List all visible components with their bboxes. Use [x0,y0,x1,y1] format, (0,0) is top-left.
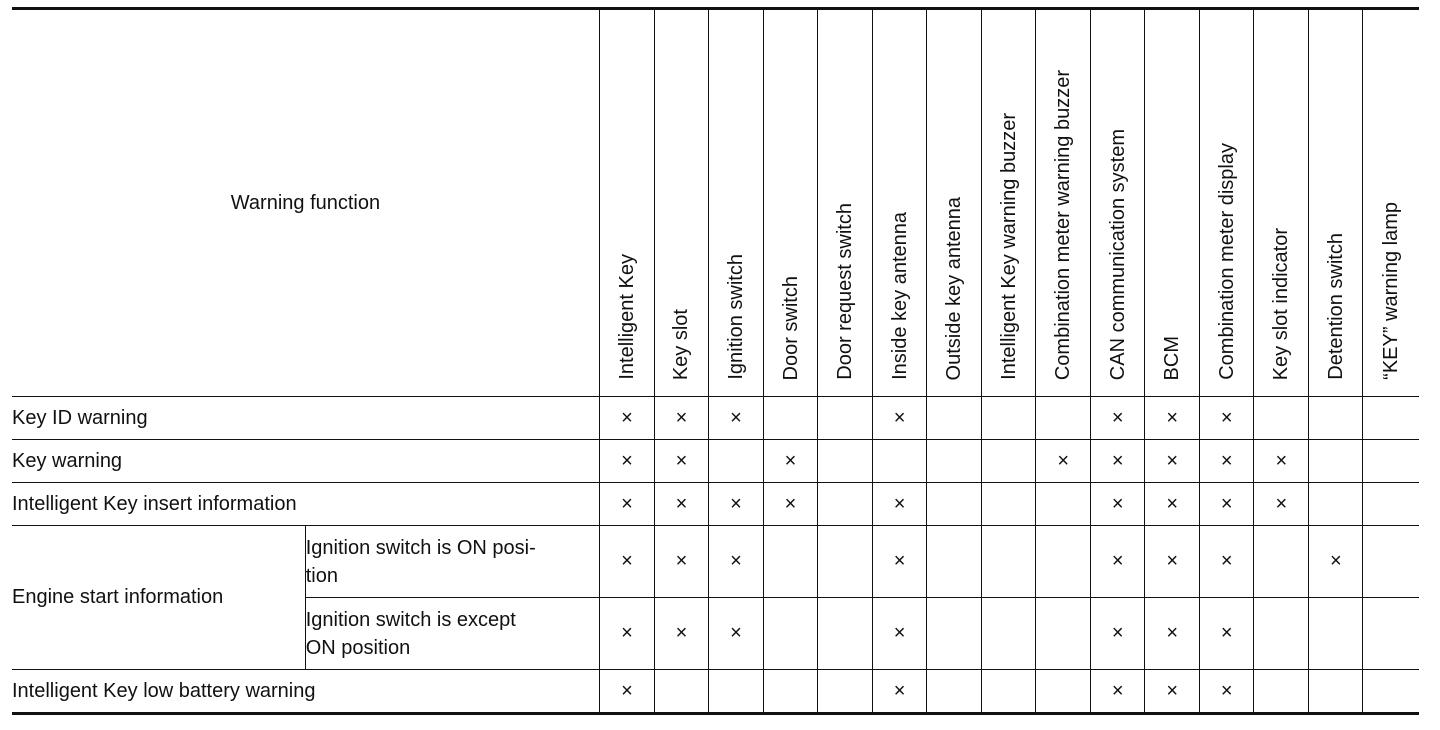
mark-cell: × [1145,598,1200,670]
warning-function-header: Warning function [12,9,599,397]
mark-cell [927,397,982,440]
mark-cell [1254,598,1309,670]
mark-cell: × [1091,598,1145,670]
mark-cell: × [599,526,654,598]
mark-cell [764,397,818,440]
mark-cell: × [873,670,927,714]
mark-cell [1309,598,1363,670]
mark-cell: × [1091,397,1145,440]
header-row [12,9,1419,397]
mark-cell [927,483,982,526]
col-header: Key slot indicator [1254,9,1309,397]
mark-cell [654,670,708,714]
mark-cell [927,598,982,670]
mark-cell [818,526,873,598]
row-label: Intelligent Key insert information [12,483,599,526]
mark-cell [1363,483,1419,526]
mark-cell: × [764,440,818,483]
mark-cell [1036,598,1091,670]
mark-cell [1363,670,1419,714]
mark-cell [927,670,982,714]
col-header: “KEY” warning lamp [1363,9,1419,397]
row-sub-label: Ignition switch is ON posi- tion [305,526,599,598]
mark-cell [1363,397,1419,440]
col-header: Outside key antenna [927,9,982,397]
col-header: Ignition switch [708,9,763,397]
mark-cell: × [708,598,763,670]
mark-cell [982,440,1036,483]
mark-cell: × [1091,526,1145,598]
mark-cell: × [1145,526,1200,598]
row-label: Key warning [12,440,599,483]
mark-cell [1036,483,1091,526]
mark-cell: × [1200,670,1254,714]
table-row [12,397,1419,440]
mark-cell: × [1145,440,1200,483]
mark-cell [818,598,873,670]
mark-cell: × [1309,526,1363,598]
mark-cell: × [599,670,654,714]
col-header: Combination meter display [1200,9,1254,397]
mark-cell: × [1145,670,1200,714]
mark-cell [1363,440,1419,483]
mark-cell [927,526,982,598]
mark-cell: × [708,483,763,526]
mark-cell: × [1254,483,1309,526]
mark-cell [818,483,873,526]
mark-cell [708,440,763,483]
mark-cell: × [1145,397,1200,440]
mark-cell: × [764,483,818,526]
mark-cell: × [654,483,708,526]
mark-cell: × [599,397,654,440]
mark-cell [927,440,982,483]
mark-cell [1254,397,1309,440]
mark-cell [1036,397,1091,440]
mark-cell: × [654,598,708,670]
row-label: Key ID warning [12,397,599,440]
mark-cell [818,440,873,483]
mark-cell: × [1200,397,1254,440]
mark-cell: × [1254,440,1309,483]
table-row [12,670,1419,714]
mark-cell [1254,526,1309,598]
col-header: Intelligent Key warning buzzer [982,9,1036,397]
mark-cell: × [599,483,654,526]
col-header: Detention switch [1309,9,1363,397]
mark-cell [1309,440,1363,483]
mark-cell: × [708,397,763,440]
mark-cell [982,397,1036,440]
col-header: Door request switch [818,9,873,397]
mark-cell: × [1200,483,1254,526]
row-sub-label: Ignition switch is except ON position [305,598,599,670]
col-header: Door switch [764,9,818,397]
mark-cell [982,598,1036,670]
mark-cell [1309,397,1363,440]
table-row [12,483,1419,526]
mark-cell [708,670,763,714]
mark-cell: × [599,598,654,670]
mark-cell: × [654,440,708,483]
mark-cell: × [1036,440,1091,483]
mark-cell [1363,526,1419,598]
mark-cell: × [1091,483,1145,526]
mark-cell: × [873,526,927,598]
col-header: Combination meter warning buzzer [1036,9,1091,397]
table-row [12,526,1419,598]
mark-cell [764,526,818,598]
mark-cell [764,598,818,670]
mark-cell: × [1091,440,1145,483]
col-header: BCM [1145,9,1200,397]
row-label: Intelligent Key low battery warning [12,670,599,714]
mark-cell [982,483,1036,526]
mark-cell [1036,526,1091,598]
mark-cell: × [1200,440,1254,483]
mark-cell [818,397,873,440]
mark-cell [982,526,1036,598]
table-row [12,440,1419,483]
mark-cell: × [599,440,654,483]
mark-cell [1254,670,1309,714]
col-header: CAN communication system [1091,9,1145,397]
warning-function-table [12,7,1419,715]
mark-cell: × [654,397,708,440]
mark-cell [873,440,927,483]
col-header: Key slot [654,9,708,397]
mark-cell [1309,670,1363,714]
mark-cell: × [654,526,708,598]
row-group-label: Engine start information [12,526,305,670]
mark-cell [818,670,873,714]
col-header: Intelligent Key [599,9,654,397]
mark-cell: × [873,483,927,526]
mark-cell: × [1200,526,1254,598]
mark-cell [1363,598,1419,670]
mark-cell [982,670,1036,714]
mark-cell [1036,670,1091,714]
mark-cell [764,670,818,714]
mark-cell: × [1145,483,1200,526]
mark-cell: × [873,397,927,440]
mark-cell: × [1200,598,1254,670]
mark-cell: × [873,598,927,670]
mark-cell: × [708,526,763,598]
mark-cell: × [1091,670,1145,714]
mark-cell [1309,483,1363,526]
col-header: Inside key antenna [873,9,927,397]
